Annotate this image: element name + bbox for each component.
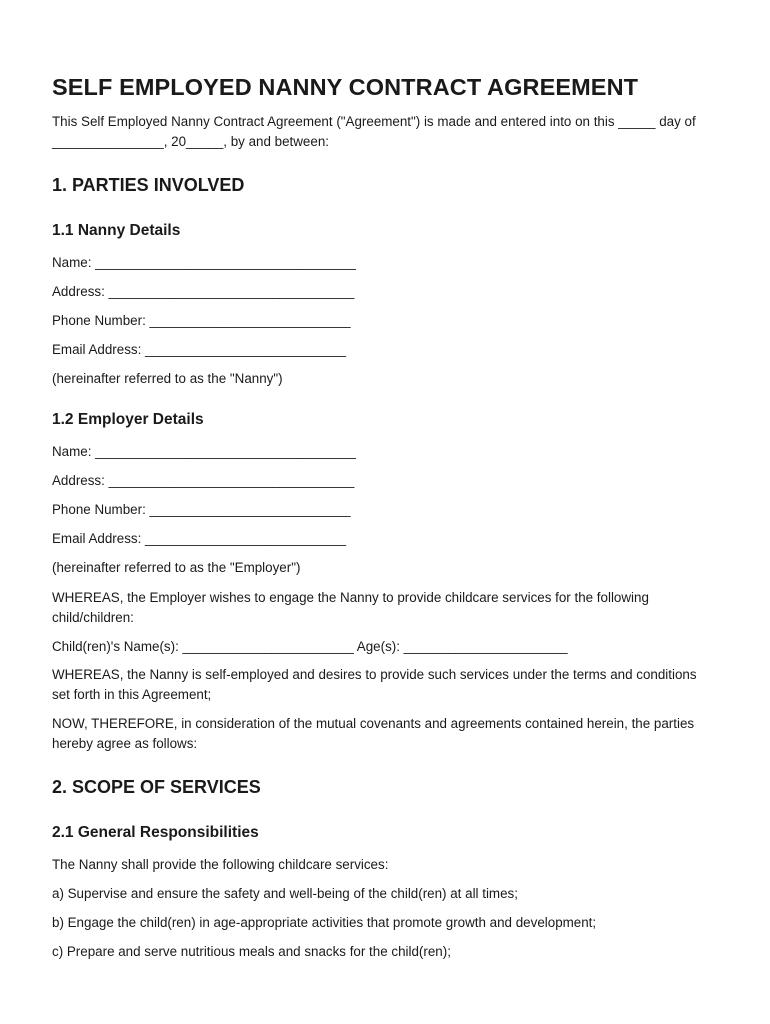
service-item: a) Supervise and ensure the safety and well-being of the child(ren) at all times;: [52, 886, 518, 901]
nanny-name-field: Name: ___________________________________: [52, 255, 356, 270]
employer-email-field: Email Address: ___________________________: [52, 531, 347, 546]
service-item: c) Prepare and serve nutritious meals and snacks for the child(ren);: [52, 944, 451, 959]
employer-referred-note: (hereinafter referred to as the "Employer"): [52, 560, 301, 575]
whereas-self-employed-paragraph: WHEREAS, the Nanny is self-employed and desires to provide such services under the terms and conditions set forth in this Agreement;: [52, 667, 697, 702]
nanny-phone-field: Phone Number: ___________________________: [52, 313, 351, 328]
employer-address-field: Address: _________________________________: [52, 473, 355, 488]
whereas-engage-paragraph: WHEREAS, the Employer wishes to engage the Nanny to provide childcare services for the following child/children:: [52, 590, 649, 625]
nanny-address-field: Address: _________________________________: [52, 284, 355, 299]
nanny-referred-note: (hereinafter referred to as the "Nanny"): [52, 371, 283, 386]
services-lead-text: The Nanny shall provide the following childcare services:: [52, 857, 389, 872]
service-item: b) Engage the child(ren) in age-appropriate activities that promote growth and development;: [52, 915, 597, 930]
now-therefore-paragraph: NOW, THEREFORE, in consideration of the mutual covenants and agreements contained herein, the parties hereby agree as follows:: [52, 716, 695, 751]
intro-paragraph: This Self Employed Nanny Contract Agreement ("Agreement") is made and entered into on this _____ day of _______________, 20_____, by and between:: [52, 114, 696, 149]
nanny-details-heading: 1.1 Nanny Details: [52, 222, 181, 239]
section-2-heading: 2. SCOPE OF SERVICES: [52, 777, 261, 797]
employer-name-field: Name: ___________________________________: [52, 444, 356, 459]
employer-details-heading: 1.2 Employer Details: [52, 411, 204, 428]
section-1-heading: 1. PARTIES INVOLVED: [52, 175, 245, 195]
nanny-email-field: Email Address: ___________________________: [52, 342, 347, 357]
general-responsibilities-heading: 2.1 General Responsibilities: [52, 824, 259, 841]
employer-phone-field: Phone Number: ___________________________: [52, 502, 351, 517]
children-names-field: Child(ren)'s Name(s): _______________________ Age(s): ______________________: [52, 639, 568, 654]
document-title: SELF EMPLOYED NANNY CONTRACT AGREEMENT: [52, 74, 639, 100]
